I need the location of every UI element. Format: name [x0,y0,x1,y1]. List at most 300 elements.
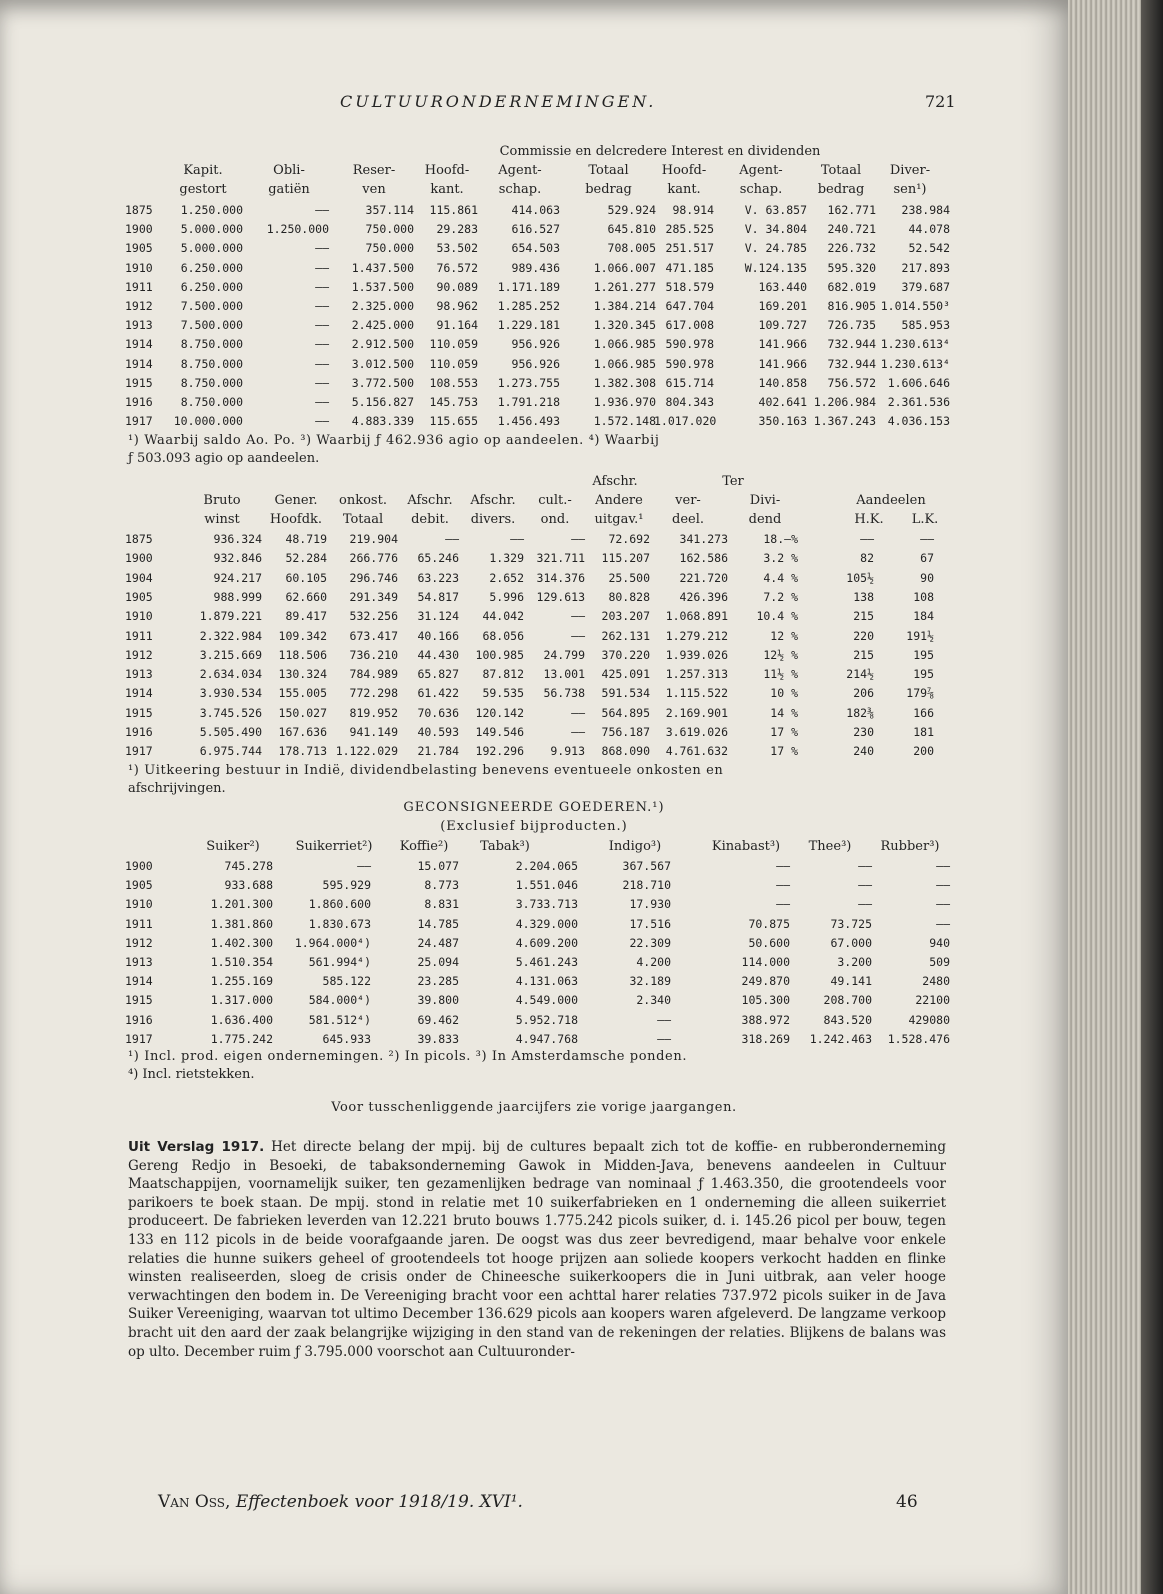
table-cell: 214½ [846,667,874,682]
table-cell: 956.926 [511,356,560,371]
table-cell: —— [510,532,524,546]
table-cell: 22.309 [629,935,671,950]
table-cell: —— [860,532,874,546]
table-cell: 90 [920,570,934,585]
table-cell: 590.978 [665,356,714,371]
column-header: sen¹) [893,182,927,197]
table-row [0,609,1068,628]
column-header: ven [362,182,386,197]
table-cell: 708.005 [607,241,656,256]
table-cell: —— [571,532,585,546]
table3-header-row [0,839,1068,858]
table-cell: 195 [913,667,934,682]
table-cell: 1911 [125,628,153,643]
table-cell: 67.000 [830,935,872,950]
column-header: Indigo³) [608,839,662,854]
table-cell: 10 % [770,686,798,701]
table-cell: 2.652 [489,570,524,585]
table-cell: 50.600 [748,935,790,950]
table-cell: 2.361.536 [887,395,950,409]
table-cell: 9.913 [550,744,585,759]
table-cell: 53.502 [436,241,478,256]
table-cell: 673.417 [349,628,398,643]
table-row [0,414,1068,433]
page-header-title: CULTUURONDERNEMINGEN. [340,92,657,111]
table-cell: 91.164 [436,318,478,333]
table-cell: 1912 [125,647,153,662]
table-row [0,686,1068,705]
table-cell: 350.163 [758,414,807,429]
table-cell: 1910 [125,609,153,624]
table-cell: 3.930.534 [199,686,262,701]
table-cell: —— [315,414,329,429]
column-header: cult.- [538,493,572,508]
table-cell: 8.831 [424,897,459,912]
table-cell: 8.773 [424,878,459,893]
table-cell: —— [315,299,329,313]
table-cell: 218.710 [622,878,671,893]
table-cell: 732.944 [827,356,876,371]
column-header: Gener. [274,493,318,508]
column-header: Aandeelen [856,493,926,508]
table-cell: 1.382.308 [593,375,656,390]
table-cell: —— [571,705,585,720]
table-cell: 4.761.632 [665,744,728,759]
table-cell: 17 % [770,725,798,739]
table-cell: 108.553 [429,375,478,390]
table-row [0,551,1068,570]
table-cell: 1.537.500 [351,279,414,294]
column-header: bedrag [817,182,865,197]
table-cell: 756.572 [827,375,876,390]
table-cell: 1914 [125,686,153,701]
column-header: Afschr. [407,493,453,508]
table-cell: 215 [853,609,874,624]
table-row [0,395,1068,414]
table-cell: 341.273 [679,532,728,546]
page-footer: Van Oss, Effectenboek voor 1918/19. XVI¹. [158,1492,523,1512]
table-cell: 924.217 [213,570,262,585]
table-row [0,629,1068,648]
table-row [0,859,1068,878]
table-cell: 169.201 [758,299,807,313]
table-row [0,532,1068,551]
table-cell: 357.114 [365,203,414,217]
table-cell: 4.4 % [763,570,798,585]
table-cell: 167.636 [278,725,327,739]
table-cell: 1.014.550³ [880,299,950,313]
table-cell: 584.000⁴) [308,993,371,1008]
table-cell: 80.828 [608,589,650,604]
column-header: ond. [540,512,570,527]
column-header: debit. [411,512,449,527]
group-heading: Commissie en delcredere Interest en dividenden [499,144,821,159]
table-cell: —— [315,356,329,371]
column-header: Suikerriet²) [295,839,373,854]
column-header: Thee³) [808,839,852,854]
table-cell: 936.324 [213,532,262,546]
table-cell: 184 [913,609,934,624]
table-cell: 1912 [125,935,153,950]
table-cell: 105½ [846,570,874,585]
table-cell: —— [936,859,950,873]
table-cell: 868.090 [601,744,650,759]
table-cell: 149.546 [475,725,524,739]
table-cell: 1.279.212 [665,628,728,643]
table-cell: 195 [913,647,934,662]
table-cell: 617.008 [665,318,714,333]
table-cell: 1.528.476 [887,1031,950,1046]
table-cell: 940 [929,935,950,950]
table-cell: 3.215.669 [199,647,262,662]
report-text: Het directe belang der mpij. bij de cultures bepaalt zich tot de koffie- en rubberonderneming Gereng Redjo in Besoeki, de tabaksonderneming Gawok in Midden-Java, benevens aandeelen in Cultuur Maatschappijen, voornamelijk suiker, ten gezamenlijken bedrage van nominaal ƒ 1.463.350, die grootendeels voor parikoers te boek staan. De mpij. stond in relatie met 10 suikerfabrieken en 1 onderneming die alleen suikerriet produceert. De fabrieken leverden van 12.221 bruto bouws 1.775.242 picols suiker, d. i. 145.26 picol per bouw, tegen 133 en 112 picols in de beide voorafgaande jaren. De oogst was dus zeer bevredigend, maar behalve voor enkele relaties die hunne suikers geheel of grootendeels tot hooge prijzen aan soliede koopers verkocht hadden en flinke winsten realiseerden, sloeg de crisis onder de Chineesche suikerkoopers die in Juni uitbrak, aan veler hooge verwachtingen den bodem in. De Vereeniging bracht voor een achttal harer relaties 737.972 picols suiker in de Java Suiker Vereeniging, waarvan tot ultimo December 136.629 picols aan koopers waren afgeleverd. De langzame verkoop bracht uit den aard der zaak belangrijke wijziging in den stand van de rekeningen der relaties. Blijkens de balans was op ulto. December ruim ƒ 3.795.000 voorschot aan Cultuuronder- [128,1139,947,1360]
table-cell: 240.721 [827,222,876,237]
table-cell: 109.342 [278,628,327,643]
table-row [0,897,1068,916]
table-cell: 23.285 [417,974,459,989]
table-cell: 1.939.026 [665,647,728,662]
table-cell: 32.189 [629,974,671,989]
table-cell: 843.520 [823,1012,872,1027]
table-cell: 110.059 [429,356,478,371]
table-cell: —— [315,337,329,352]
table-cell: 98.962 [436,299,478,313]
table-cell: 4.036.153 [887,414,950,429]
table-cell: 240 [853,744,874,759]
column-header: kant. [667,182,701,197]
table-row [0,280,1068,299]
table-cell: 1904 [125,570,153,585]
table-cell: 388.972 [741,1012,790,1027]
column-header: Agent- [498,163,542,178]
table-cell: 1914 [125,356,153,371]
column-header: Agent- [739,163,783,178]
table-cell: 54.817 [417,589,459,604]
table-row [0,993,1068,1012]
table-cell: 15.077 [417,859,459,873]
table-cell: V. 24.785 [744,241,807,256]
table-cell: —— [936,878,950,893]
table-row [0,376,1068,395]
table-cell: 65.827 [417,667,459,682]
table2-footnote: ¹) Uitkeering bestuur in Indië, dividendbelasting benevens eventueele onkosten en afschrijvingen. [128,763,724,796]
column-header: dend [748,512,782,527]
table-cell: 89.417 [285,609,327,624]
table-cell: 1914 [125,337,153,352]
table-cell: 21.784 [417,744,459,759]
table-cell: 52.284 [285,551,327,566]
column-header: Afschr. [470,493,516,508]
table-cell: 1.317.000 [210,993,273,1008]
table-cell: 4.200 [636,955,671,969]
table-cell: 1900 [125,551,153,566]
column-header: Tabak³) [480,839,530,854]
table-cell: 3.2 % [763,551,798,566]
table-cell: 1900 [125,222,153,237]
table-cell: 1917 [125,1031,153,1046]
table-row [0,878,1068,897]
table-cell: 4.131.063 [515,974,578,989]
table-row [0,955,1068,974]
table-cell: 5.952.718 [515,1012,578,1027]
table-cell: 5.996 [489,589,524,604]
table-cell: 1.636.400 [210,1012,273,1027]
table-cell: 226.732 [827,241,876,256]
consigned-goods-title: GECONSIGNEERDE GOEDEREN.¹) [403,800,665,815]
table-cell: 17.516 [629,916,671,931]
table-row [0,261,1068,280]
table-cell: 1916 [125,395,153,409]
table-row [0,706,1068,725]
table-cell: 1.320.345 [593,318,656,333]
table-cell: 956.926 [511,337,560,352]
table-cell: 3.772.500 [351,375,414,390]
table-cell: 200 [913,744,934,759]
table-cell: 108 [913,589,934,604]
column-header: bedrag [585,182,632,197]
table-cell: 1875 [125,532,153,546]
table-cell: 162.771 [827,203,876,217]
table-cell: —— [315,395,329,409]
table-cell: 163.440 [758,279,807,294]
table-cell: 285.525 [665,222,714,237]
table-cell: 772.298 [349,686,398,701]
column-header: Totaal [588,163,629,178]
table-cell: —— [936,897,950,912]
table-cell: 654.503 [511,241,560,256]
table-cell: 1.068.891 [665,609,728,624]
column-header: deel. [672,512,704,527]
table-cell: 564.895 [601,705,650,720]
column-header: Kapit. [183,163,223,178]
table-cell: 750.000 [365,222,414,237]
table-row [0,725,1068,744]
table-cell: V. 63.857 [744,203,807,217]
column-header: Ter [722,474,744,489]
table-cell: 2.634.034 [199,667,262,682]
column-header: Totaal [820,163,862,178]
table-cell: 203.207 [601,609,650,624]
table-row [0,974,1068,993]
report-lead: Uit Verslag 1917. [128,1139,265,1155]
table-cell: —— [315,318,329,333]
table-cell: 1917 [125,744,153,759]
table-cell: 561.994⁴) [308,955,371,969]
table-cell: —— [571,609,585,624]
column-header: Rubber³) [880,839,940,854]
table-cell: 70.875 [748,916,790,931]
table-cell: —— [657,1012,671,1027]
table-cell: 25.500 [608,570,650,585]
table-cell: 182⅜ [846,705,874,720]
table-cell: 1911 [125,279,153,294]
table-cell: 63.223 [417,570,459,585]
table-row [0,571,1068,590]
table-cell: 1.273.755 [497,375,560,390]
table-cell: 68.056 [482,628,524,643]
table-cell: 22100 [915,993,950,1008]
table-cell: 1.255.169 [210,974,273,989]
table-cell: 179⅞ [906,686,934,701]
table-cell: 1916 [125,1012,153,1027]
table-cell: 591.534 [601,686,650,701]
column-header: H.K. [854,512,884,527]
table-cell: 166 [913,705,934,720]
table-cell: 221.720 [679,570,728,585]
table-cell: 726.735 [827,318,876,333]
table-cell: 3.012.500 [351,356,414,371]
table-cell: 933.688 [224,878,273,893]
table-cell: 1.367.243 [813,414,876,429]
table-cell: 645.933 [322,1031,371,1046]
column-header: kant. [430,182,464,197]
table-cell: 402.641 [758,395,807,409]
table-cell: 120.142 [475,705,524,720]
table-cell: 238.984 [901,203,950,217]
table-cell: 2.325.000 [351,299,414,313]
table-cell: W.124.135 [744,260,807,275]
table-cell: 44.078 [908,222,950,237]
table-cell: 25.094 [417,955,459,969]
table-cell: 756.187 [601,725,650,739]
table-cell: 29.283 [436,222,478,237]
table-cell: 40.593 [417,725,459,739]
column-header: Andere [595,493,643,508]
table-cell: 129.613 [536,589,585,604]
table-cell: 110.059 [429,337,478,352]
table-cell: 370.220 [601,647,650,662]
table-cell: 44.042 [482,609,524,624]
table-cell: 4.883.339 [351,414,414,429]
table-cell: 1.437.500 [351,260,414,275]
table-cell: 1916 [125,725,153,739]
table-cell: 141.966 [758,356,807,371]
table-cell: 784.989 [349,667,398,682]
table-cell: 31.124 [417,609,459,624]
table-cell: 67 [920,551,934,566]
table-cell: 10.000.000 [173,414,243,429]
table-cell: 585.953 [901,318,950,333]
table-cell: 1913 [125,955,153,969]
column-header: Afschr. [592,474,638,489]
table-cell: 1.936.970 [593,395,656,409]
table-cell: 178.713 [278,744,327,759]
table-cell: 595.320 [827,260,876,275]
table-cell: 2.340 [636,993,671,1008]
table-cell: —— [657,1031,671,1046]
table-cell: —— [858,859,872,873]
table-cell: 266.776 [349,551,398,566]
table-cell: 6.975.744 [199,744,262,759]
table-cell: 615.714 [665,375,714,390]
column-header: onkost. [339,493,387,508]
table-cell: 24.487 [417,935,459,950]
table-cell: 3.619.026 [665,725,728,739]
table-cell: 1915 [125,993,153,1008]
table-cell: 115.207 [601,551,650,566]
table1-footnote: ¹) Waarbij saldo Ao. Po. ³) Waarbij ƒ 462.936 agio op aandeelen. ⁴) Waarbij ƒ 503.093 agio op aandeelen. [128,433,660,466]
table-cell: 1.329 [489,551,524,566]
table-cell: —— [357,859,371,873]
table-cell: 4.329.000 [515,916,578,931]
table-cell: 61.422 [417,686,459,701]
column-header: gestort [179,182,227,197]
table-cell: 155.005 [278,686,327,701]
table-cell: 138 [853,589,874,604]
table-row [0,318,1068,337]
table-cell: 5.000.000 [180,222,243,237]
table-cell: 1.551.046 [515,878,578,893]
table-cell: —— [858,878,872,893]
table-row [0,590,1068,609]
table-row [0,203,1068,222]
table-cell: 262.131 [601,628,650,643]
column-header: Obli- [273,163,305,178]
table-cell: 1.384.214 [593,299,656,313]
table-cell: 4.947.768 [515,1031,578,1046]
column-header: gatiën [268,182,310,197]
column-header: divers. [470,512,516,527]
table-cell: —— [571,725,585,739]
table-cell: 49.141 [830,974,872,989]
table-cell: 321.711 [536,551,585,566]
table-row [0,648,1068,667]
table-cell: 1911 [125,916,153,931]
table-cell: 1905 [125,241,153,256]
table-cell: 3.733.713 [515,897,578,912]
column-header: Bruto [203,493,241,508]
table-cell: —— [920,532,934,546]
table-cell: —— [858,897,872,912]
table-cell: 215 [853,647,874,662]
table-cell: 105.300 [741,993,790,1008]
column-header: Reser- [352,163,396,178]
table-cell: 1905 [125,878,153,893]
table-row [0,241,1068,260]
table-cell: 2480 [922,974,950,989]
table-row [0,357,1068,376]
table-cell: 6.250.000 [180,260,243,275]
table-cell: 181 [913,725,934,739]
table-cell: 1.860.600 [308,897,371,912]
table-row [0,337,1068,356]
table-cell: 17.930 [629,897,671,912]
table-cell: 145.753 [429,395,478,409]
table-cell: 645.810 [607,222,656,237]
table-cell: 17 % [770,744,798,759]
table-cell: 1.830.673 [308,916,371,931]
table-cell: 5.505.490 [199,725,262,739]
table-cell: 12 % [770,628,798,643]
table-cell: 932.846 [213,551,262,566]
table-cell: 1.250.000 [180,203,243,217]
table-cell: 745.278 [224,859,273,873]
table-cell: 7.500.000 [180,299,243,313]
table-cell: 2.912.500 [351,337,414,352]
table-cell: 1.115.522 [665,686,728,701]
table-cell: 115.655 [429,414,478,429]
table-cell: 1.201.300 [210,897,273,912]
column-header: winst [204,512,240,527]
table-cell: 1875 [125,203,153,217]
table-cell: 76.572 [436,260,478,275]
table-cell: 18.—% [763,532,798,546]
table-cell: 1910 [125,897,153,912]
page-number: 721 [925,92,956,111]
table-row [0,1013,1068,1032]
table-cell: 70.636 [417,705,459,720]
column-header: Totaal [342,512,384,527]
